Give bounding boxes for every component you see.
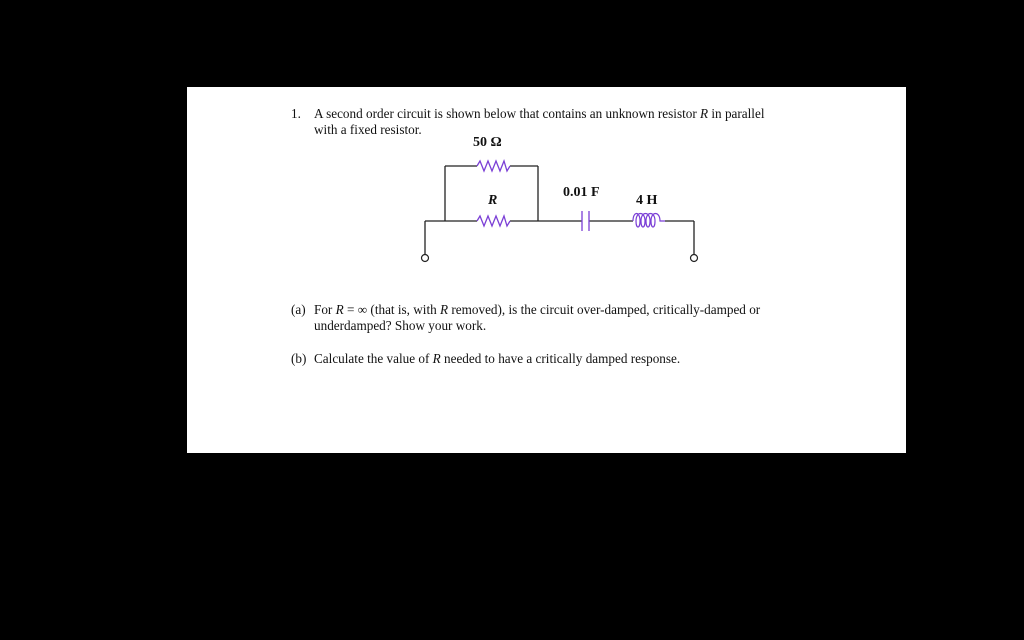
capacitor-label: 0.01 F (563, 185, 600, 200)
part-b-var-r: R (432, 351, 441, 366)
right-terminal (691, 255, 698, 262)
part-b-text-pre: Calculate the value of (314, 351, 433, 366)
part-b-label: (b) (291, 351, 307, 366)
intro-text-pre: A second order circuit is shown below that contains an unknown resistor (314, 106, 701, 121)
inductor-label: 4 H (636, 193, 658, 208)
problem-intro-line-2: with a fixed resistor. (314, 122, 422, 137)
intro-var-r: R (700, 106, 709, 121)
part-b-line (314, 351, 680, 367)
circuit-diagram (187, 87, 906, 453)
part-a-line-2: underdamped? Show your work. (314, 318, 487, 333)
circuit-wires (425, 166, 694, 254)
unknown-resistor (477, 216, 510, 226)
problem-number: 1. (291, 106, 301, 121)
part-a-var-r2: R (440, 302, 449, 317)
fixed-resistor (477, 161, 510, 171)
intro-text-post: in parallel (708, 106, 765, 121)
left-terminal (422, 255, 429, 262)
part-a-label: (a) (291, 302, 306, 317)
unknown-resistor-label: R (488, 193, 498, 208)
part-a-text-pre: For (314, 302, 336, 317)
fixed-resistor-label: 50 Ω (473, 135, 502, 150)
part-a-line-1 (314, 302, 760, 318)
part-a-text-mid: (that is, with (370, 302, 441, 317)
part-a-var-r: R (335, 302, 344, 317)
document-page (187, 87, 906, 453)
part-a-eq: = ∞ (343, 302, 371, 317)
part-b-text-post: needed to have a critically damped response. (440, 351, 681, 366)
part-a-text-post: removed), is the circuit over-damped, critically-damped or (448, 302, 761, 317)
capacitor (582, 211, 589, 231)
inductor (633, 214, 665, 228)
